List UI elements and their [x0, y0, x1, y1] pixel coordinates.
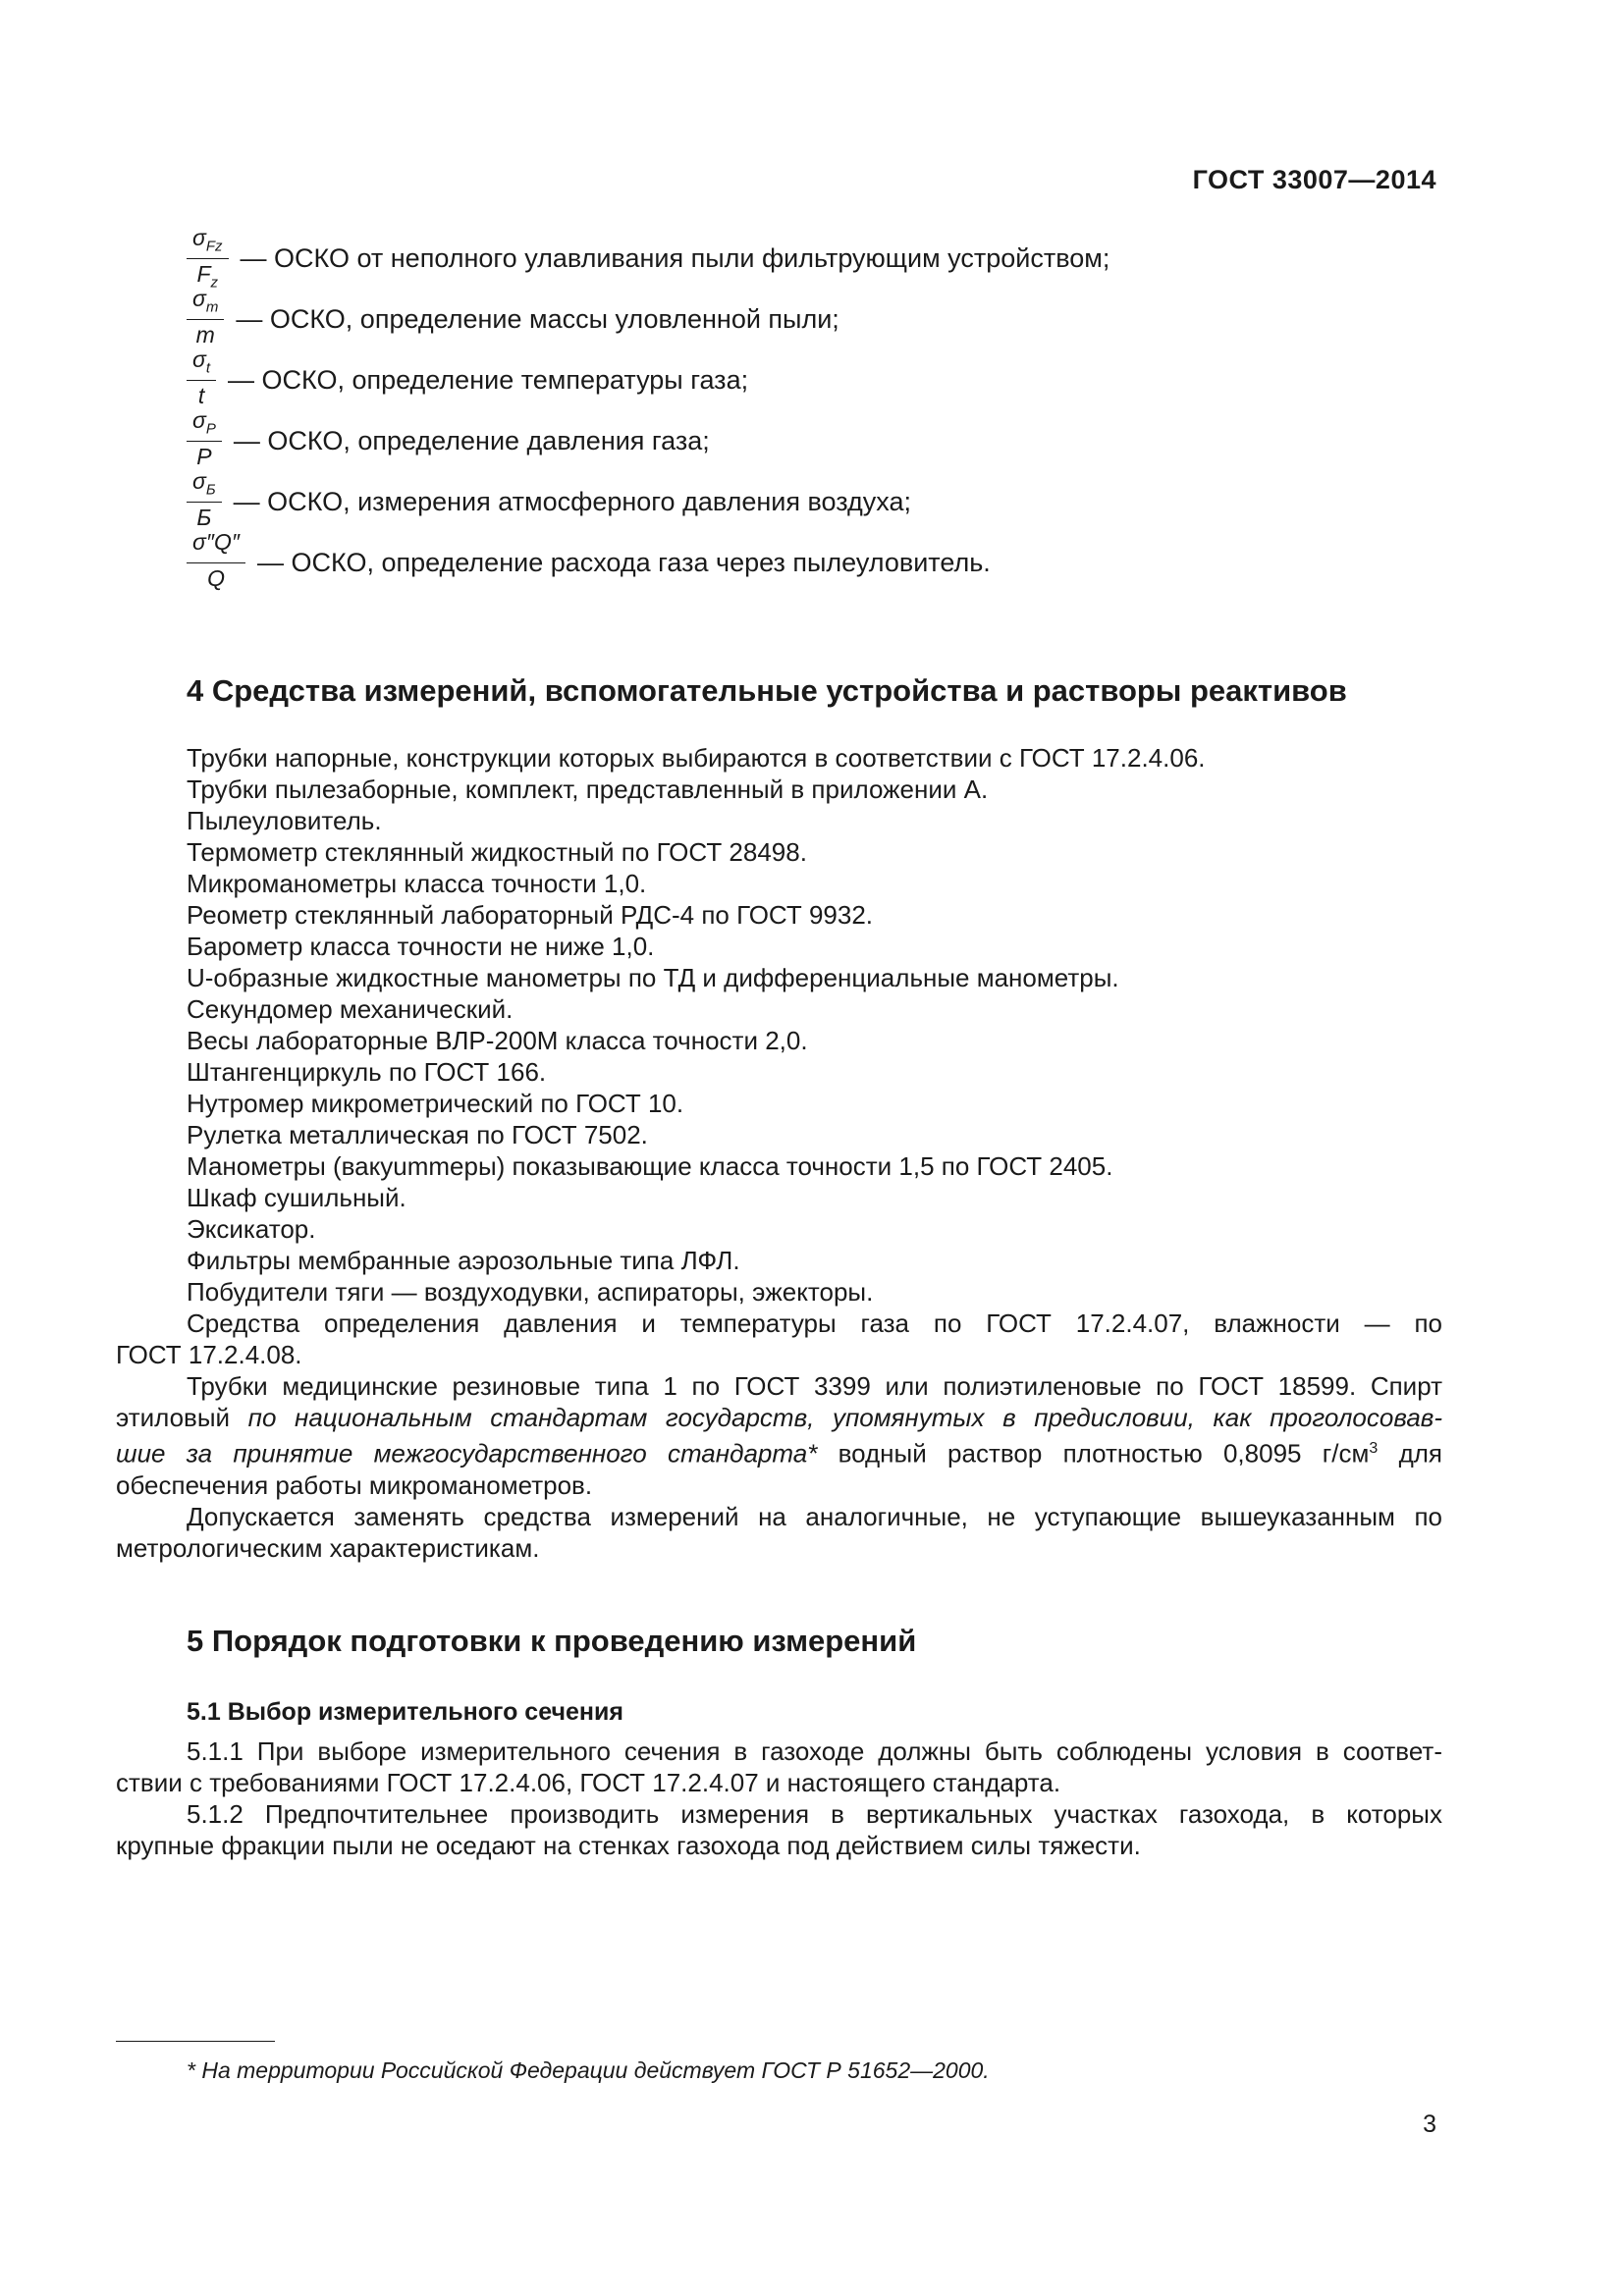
section-5-body: [116, 1735, 1442, 1861]
symbol-fraction: $\frac{\sigma_t}{t}$: [187, 348, 216, 411]
paragraph-line: ствии с требованиями ГОСТ 17.2.4.06, ГОСТ 17.2.4.07 и настоящего стандарта.: [116, 1768, 1061, 1797]
paragraph-line: ГОСТ 17.2.4.08.: [116, 1340, 302, 1369]
equipment-item: Фильтры мембранные аэрозольные типа ЛФЛ.: [187, 1246, 740, 1275]
footnote-separator: [116, 2041, 275, 2042]
footnote: * На территории Российской Федерации действует ГОСТ Р 51652—2000.: [187, 2057, 990, 2083]
section-4-body: [116, 742, 1442, 1564]
paragraph-line: Допускается заменять средства измерений на аналогичные, не уступающие вышеуказанным по: [187, 1501, 1442, 1531]
paragraph-line: этиловый по национальным стандартам государств, упомянутых в предисловии, как проголосовав-: [116, 1403, 1443, 1432]
paragraph-line: 5.1.1 При выборе измерительного сечения в газоходе должны быть соблюдены условия в соответ-: [187, 1736, 1442, 1766]
definition-row: [187, 528, 1463, 593]
symbol-fraction: $\frac{\sigma_{Fz}}{F_z}$: [187, 227, 229, 290]
equipment-item: Рулетка металлическая по ГОСТ 7502.: [187, 1120, 648, 1149]
equipment-item: Термометр стеклянный жидкостный по ГОСТ 28498.: [187, 837, 807, 867]
equipment-item: U-образные жидкостные манометры по ТД и дифференциальные манометры.: [187, 963, 1119, 992]
paragraph-line: шие за принятие межгосударственного стандарта* водный раствор плотностью 0,8095 $г/см^3$ для: [116, 1438, 1442, 1468]
equipment-item: Пылеуловитель.: [187, 806, 382, 835]
symbol-fraction: $\frac{\sigma''Q''}{Q}$: [187, 531, 245, 594]
definition-row: [187, 224, 1463, 292]
paragraph-line: крупные фракции пыли не оседают на стенках газохода под действием силы тяжести.: [116, 1831, 1141, 1860]
equipment-item: Шкаф сушильный.: [187, 1183, 406, 1212]
paragraph-line: Трубки медицинские резиновые типа 1 по ГОСТ 3399 или полиэтиленовые по ГОСТ 18599. Спирт: [187, 1371, 1442, 1401]
definition-text: — ОСКО, определение массы уловленной пыли;: [236, 303, 839, 334]
symbol-fraction: $\frac{\sigma_m}{m}$: [187, 288, 224, 350]
definition-text: — ОСКО, определение расхода газа через пылеуловитель.: [257, 547, 991, 577]
page-number: 3: [1423, 2110, 1436, 2138]
document-id-header: ГОСТ 33007—2014: [1192, 165, 1436, 194]
paragraph-line: обеспечения работы микроманометров.: [116, 1469, 593, 1500]
equipment-item: Трубки напорные, конструкции которых выбираются в соответствии с ГОСТ 17.2.4.06.: [187, 743, 1206, 773]
definition-text: — ОСКО, определение температуры газа;: [228, 364, 749, 395]
paragraph-line: Средства определения давления и температуры газа по ГОСТ 17.2.4.07, влажности — по: [187, 1308, 1442, 1338]
definition-text: — ОСКО, определение давления газа;: [233, 425, 710, 455]
equipment-item: Штангенциркуль по ГОСТ 166.: [187, 1057, 547, 1087]
section-4-title: 4 Средства измерений, вспомогательные устройства и растворы реактивов: [187, 673, 1347, 708]
equipment-item: Манометры (вакуummеры) показывающие класса точности 1,5 по ГОСТ 2405.: [187, 1151, 1113, 1181]
paragraph-line: 5.1.2 Предпочтительнее производить измерения в вертикальных участках газохода, в которых: [187, 1799, 1442, 1829]
definition-row: [187, 467, 1463, 532]
equipment-item: Трубки пылезаборные, комплект, представленный в приложении А.: [187, 774, 989, 804]
equipment-item: Эксикатор.: [187, 1214, 316, 1244]
equipment-item: Барометр класса точности не ниже 1,0.: [187, 932, 655, 961]
symbol-definitions: [187, 224, 1463, 593]
definition-text: — ОСКО, измерения атмосферного давления воздуха;: [233, 486, 911, 516]
paragraph-line: метрологическим характеристикам.: [116, 1532, 540, 1563]
equipment-item: Секундомер механический.: [187, 994, 514, 1024]
equipment-item: Весы лабораторные ВЛР-200М класса точности 2,0.: [187, 1026, 808, 1055]
definition-row: [187, 406, 1463, 471]
equipment-item: Реометр стеклянный лабораторный РДС-4 по ГОСТ 9932.: [187, 900, 874, 930]
equipment-item: Побудители тяги — воздуходувки, аспираторы, эжекторы.: [187, 1277, 874, 1307]
definition-row: [187, 285, 1463, 349]
definition-text: — ОСКО от неполного улавливания пыли фильтрующим устройством;: [240, 242, 1110, 273]
symbol-fraction: $\frac{\sigma_P}{P}$: [187, 409, 222, 472]
subsection-5-1-title: 5.1 Выбор измерительного сечения: [187, 1698, 623, 1726]
equipment-item: Нутромер микрометрический по ГОСТ 10.: [187, 1089, 684, 1118]
equipment-item: Микроманометры класса точности 1,0.: [187, 869, 647, 898]
symbol-fraction: $\frac{\sigma_Б}{Б}$: [187, 470, 222, 533]
section-5-title: 5 Порядок подготовки к проведению измерений: [187, 1624, 917, 1658]
definition-row: [187, 346, 1463, 410]
